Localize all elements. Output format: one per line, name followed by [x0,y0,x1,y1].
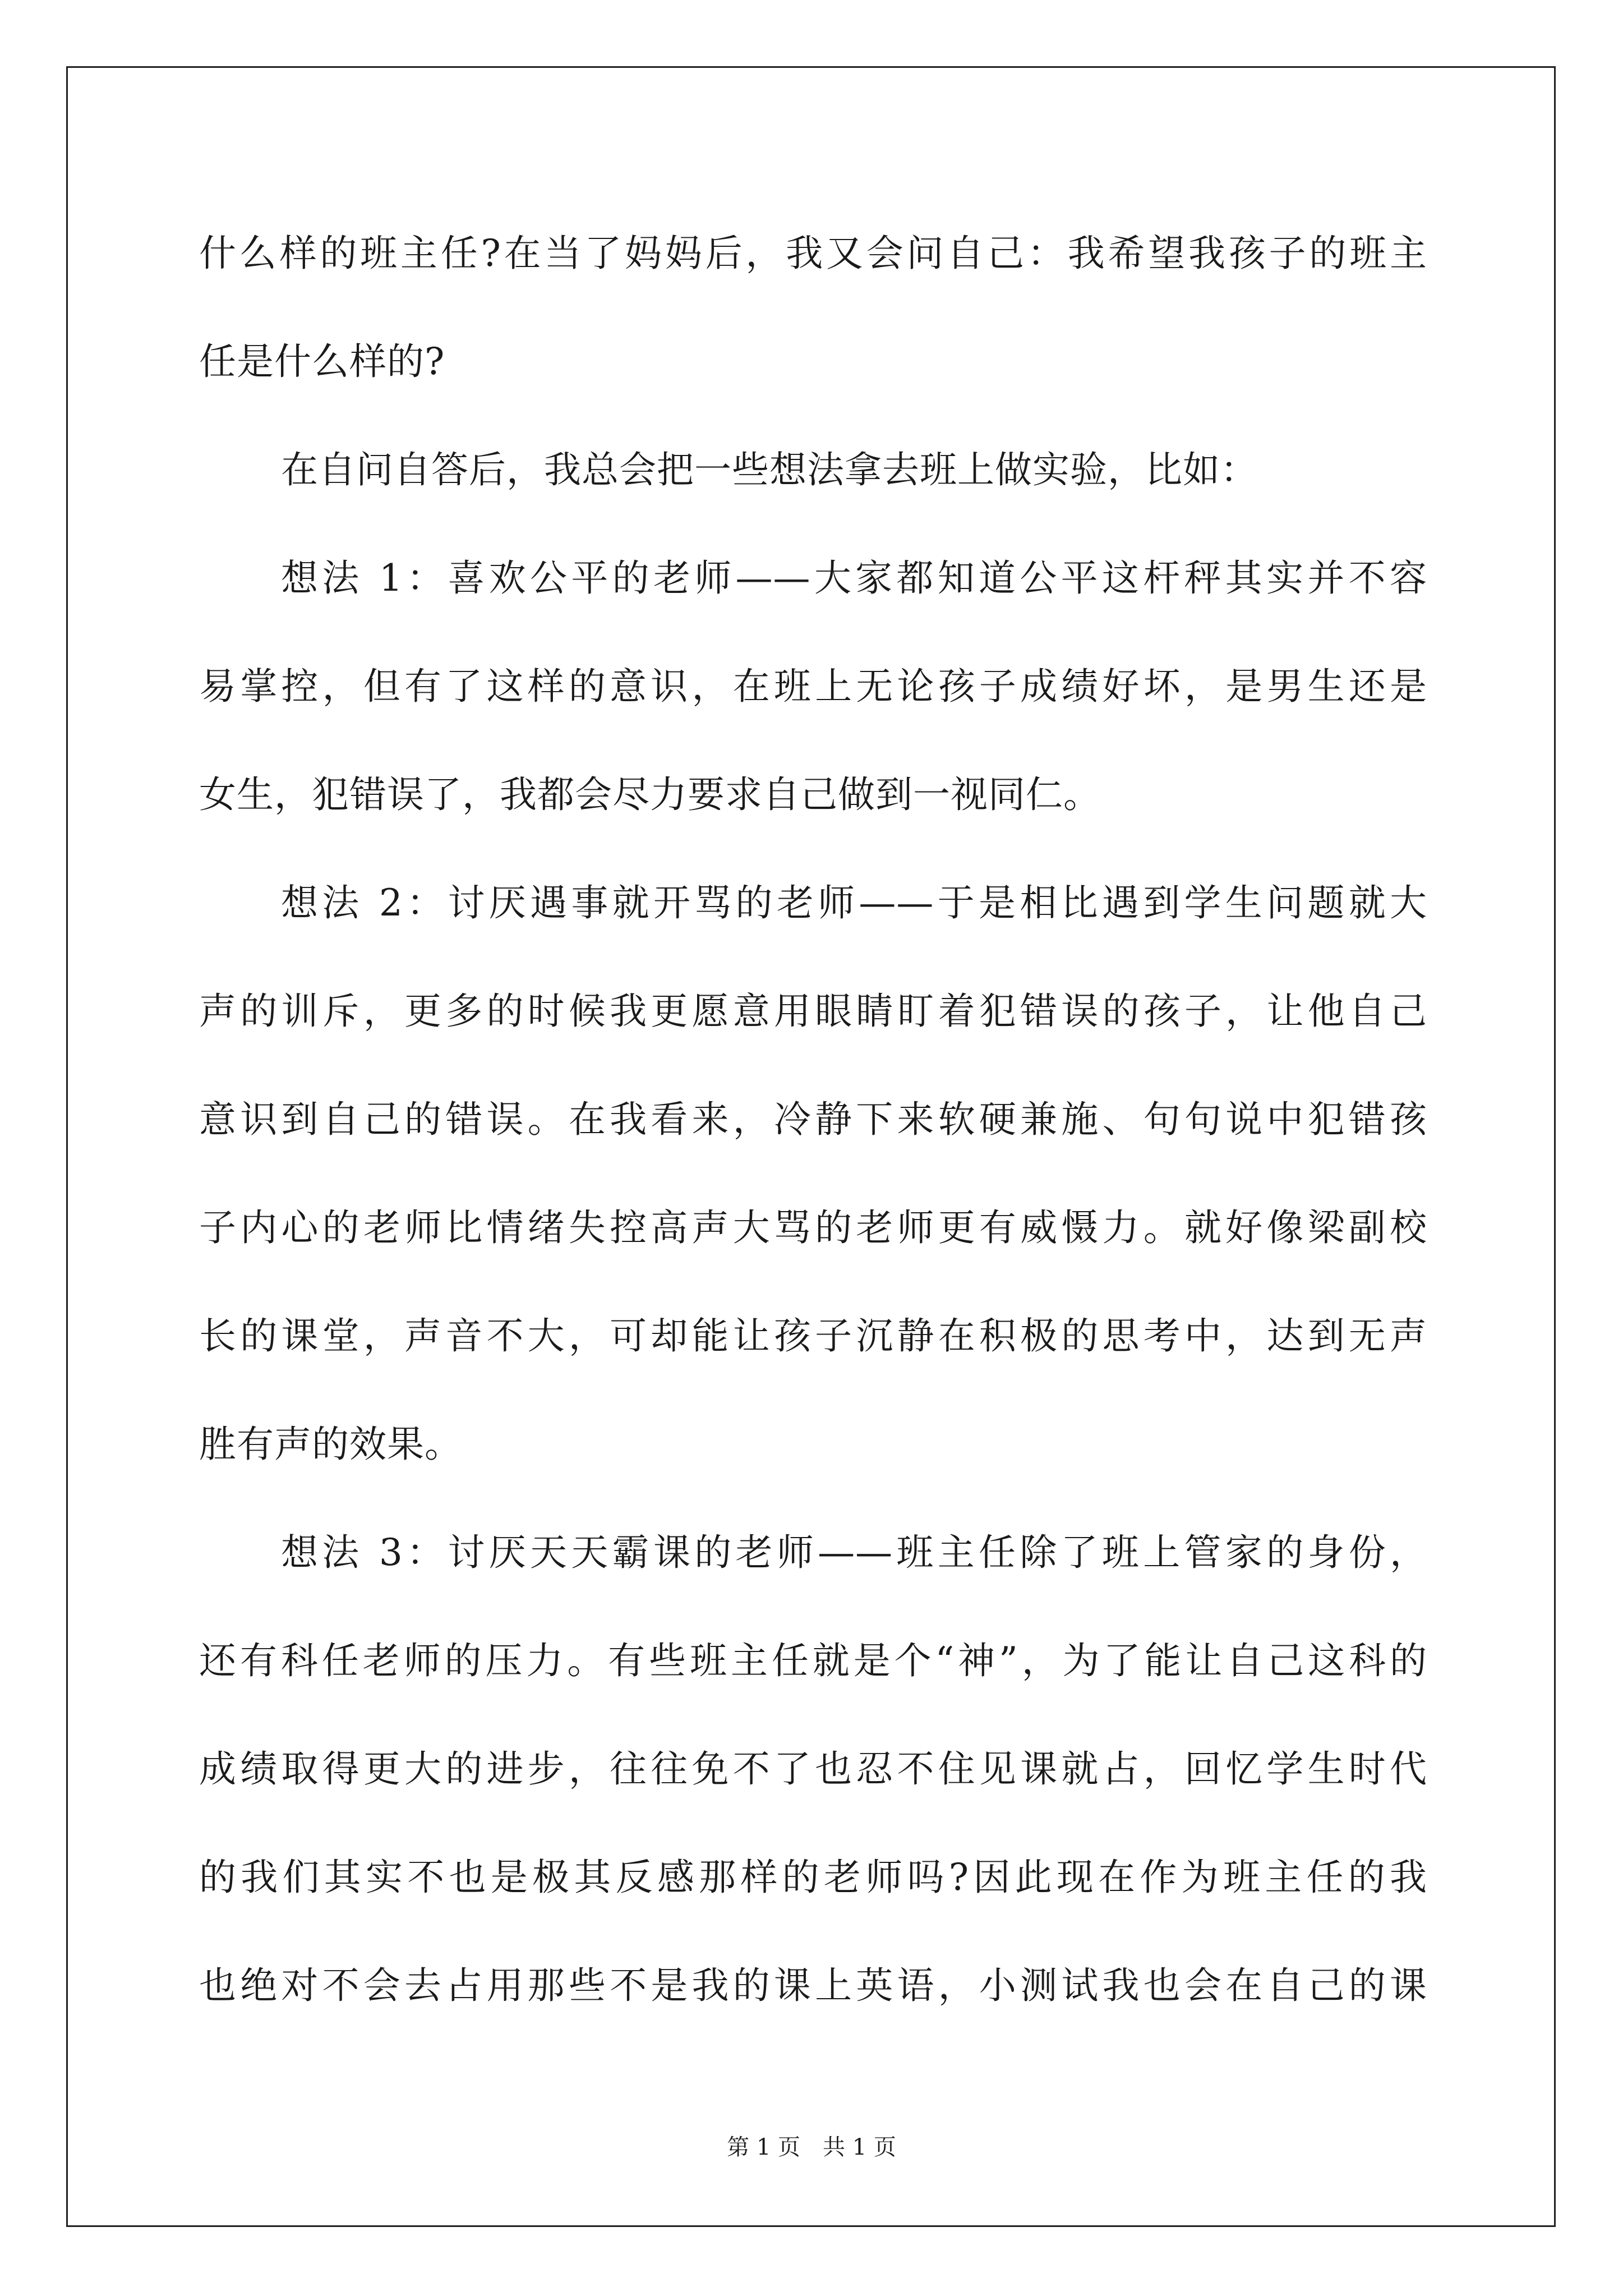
paragraph-first-line: 在自问自答后，我总会把一些想法拿去班上做实验，比如： [281,448,1258,491]
text-line: 也绝对不会去占用那些不是我的课上英语，小测试我也会在自己的课 [199,1964,1427,2007]
page-number-footer: 第 1 页 共 1 页 [727,2134,896,2160]
text-line: 易掌控，但有了这样的意识，在班上无论孩子成绩好坏，是男生还是 [199,665,1427,708]
paragraph-first-line: 想法 2：讨厌遇事就开骂的老师——于是相比遇到学生问题就大 [281,881,1427,924]
document-body [199,199,1427,2040]
text-line: 什么样的班主任?在当了妈妈后，我又会问自己：我希望我孩子的班主 [199,232,1427,275]
text-line: 还有科任老师的压力。有些班主任就是个“神”，为了能让自己这科的 [199,1639,1427,1682]
text-line: 成绩取得更大的进步，往往免不了也忍不住见课就占，回忆学生时代 [199,1747,1427,1791]
text-line: 意识到自己的错误。在我看来，冷静下来软硬兼施、句句说中犯错孩 [199,1098,1427,1141]
text-line: 任是什么样的? [199,340,445,383]
paragraph-first-line: 想法 1：喜欢公平的老师——大家都知道公平这杆秤其实并不容 [281,556,1427,600]
text-line: 女生，犯错误了，我都会尽力要求自己做到一视同仁。 [199,773,1101,816]
text-line: 声的训斥，更多的时候我更愿意用眼睛盯着犯错误的孩子，让他自己 [199,990,1427,1033]
text-line: 胜有声的效果。 [199,1423,462,1466]
text-line: 子内心的老师比情绪失控高声大骂的老师更有威慑力。就好像梁副校 [199,1206,1427,1249]
paragraph-first-line: 想法 3：讨厌天天霸课的老师——班主任除了班上管家的身份， [281,1531,1427,1574]
text-line: 的我们其实不也是极其反感那样的老师吗?因此现在作为班主任的我 [199,1856,1427,1899]
text-line: 长的课堂，声音不大，可却能让孩子沉静在积极的思考中，达到无声 [199,1314,1427,1358]
